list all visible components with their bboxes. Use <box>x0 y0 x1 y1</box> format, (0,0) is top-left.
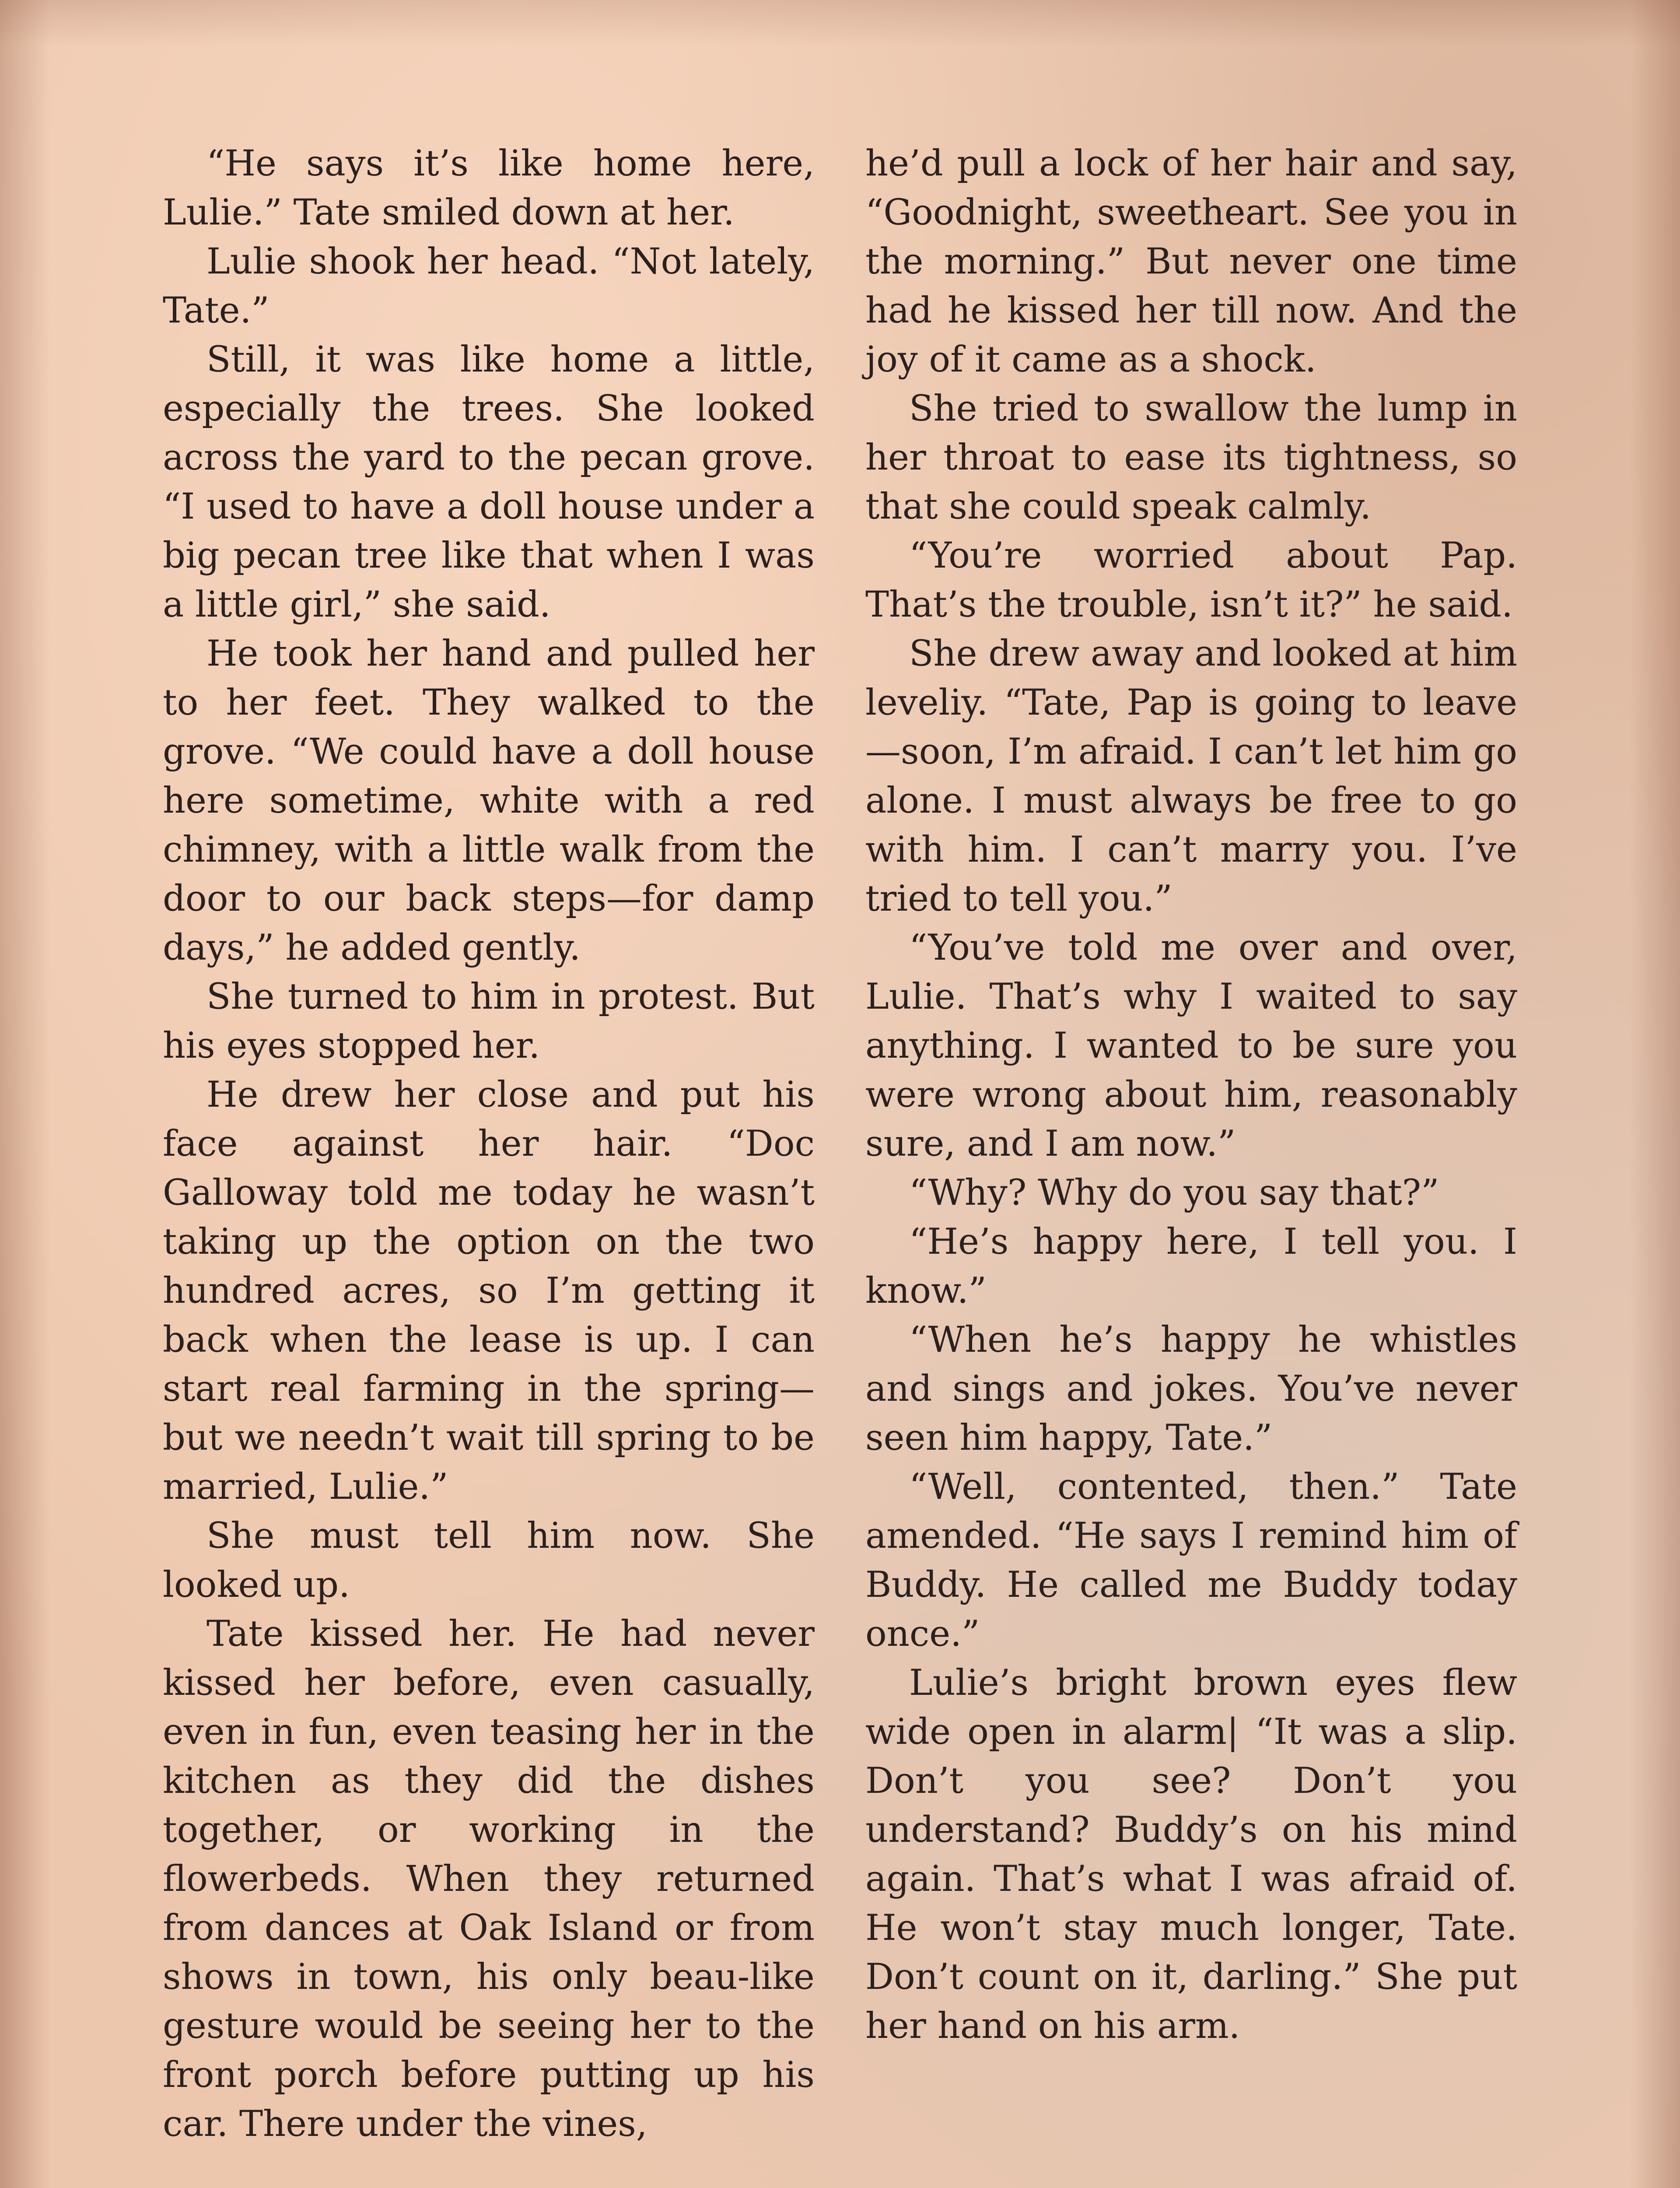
paragraph: He drew her close and put his face against her hair. “Doc Galloway told me today he wasn’t taking up the option on the two hundred acres, so I’m getting it back when the lease is up. I can start real farming in the spring—but we needn’t wait till spring to be married, Lulie.” <box>163 1074 815 1508</box>
text-column-left <box>163 139 815 2149</box>
paragraph: he’d pull a lock of her hair and say, “Goodnight, sweetheart. See you in the morning.” But never one time had he kissed her till now. And the joy of it came as a shock. <box>865 143 1517 380</box>
paragraph: Lulie shook her head. “Not lately, Tate.” <box>163 241 815 331</box>
paragraph: She tried to swallow the lump in her throat to ease its tightness, so that she could speak calmly. <box>865 388 1517 527</box>
paragraph: She drew away and looked at him leveliy. “Tate, Pap is going to leave—soon, I’m afraid. I can’t let him go alone. I must always be free to go with him. I can’t marry you. I’ve tried to tell you.” <box>865 633 1517 919</box>
paragraph: Lulie’s bright brown eyes flew wide open in alarm| “It was a slip. Don’t you see? Don’t you understand? Buddy’s on his mind again. That’s what I was afraid of. He won’t stay much longer, Tate. Don’t count on it, darling.” She put her hand on his arm. <box>865 1662 1517 2047</box>
paragraph: “He’s happy here, I tell you. I know.” <box>865 1221 1517 1311</box>
paragraph: “You’re worried about Pap. That’s the trouble, isn’t it?” he said. <box>865 535 1517 625</box>
paragraph: She turned to him in protest. But his eyes stopped her. <box>163 976 815 1066</box>
paragraph: Tate kissed her. He had never kissed her before, even casually, even in fun, even teasing her in the kitchen as they did the dishes together, or working in the flowerbeds. When they returned from dances at Oak Island or from shows in town, his only beau-like gesture would be seeing her to the front porch before putting up his car. There under the vines, <box>163 1613 815 2145</box>
paragraph: “When he’s happy he whistles and sings and jokes. You’ve never seen him happy, Tate.” <box>865 1319 1517 1459</box>
paragraph: “Why? Why do you say that?” <box>909 1172 1439 1213</box>
paragraph: “He says it’s like home here, Lulie.” Tate smiled down at her. <box>163 143 815 233</box>
paragraph: “Well, contented, then.” Tate amended. “He says I remind him of Buddy. He called me Buddy today once.” <box>865 1466 1517 1655</box>
text-column-right <box>865 139 1517 2051</box>
paragraph: Still, it was like home a little, especially the trees. She looked across the yard to the pecan grove. “I used to have a doll house under a big pecan tree like that when I was a little girl,” she said. <box>163 339 815 625</box>
paragraph: He took her hand and pulled her to her feet. They walked to the grove. “We could have a doll house here sometime, white with a red chimney, with a little walk from the door to our back steps—for damp days,” he added gently. <box>163 633 815 968</box>
paragraph: “You’ve told me over and over, Lulie. That’s why I waited to say anything. I wanted to be sure you were wrong about him, reasonably sure, and I am now.” <box>865 927 1517 1164</box>
paragraph: She must tell him now. She looked up. <box>163 1515 815 1606</box>
